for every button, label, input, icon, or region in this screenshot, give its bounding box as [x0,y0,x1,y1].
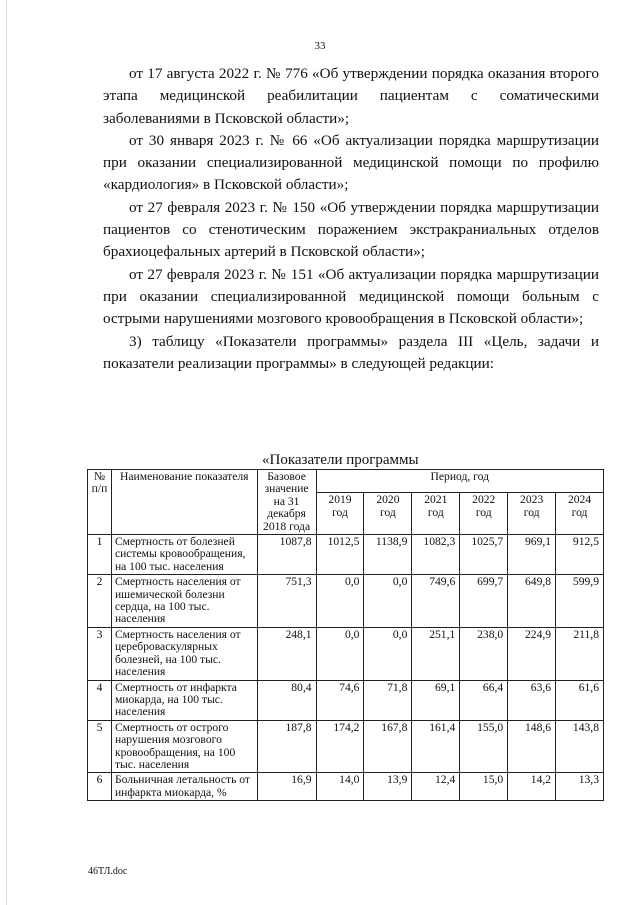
year-value: 14,0 [316,773,364,801]
year-value: 0,0 [364,627,412,680]
year-value: 167,8 [364,720,412,773]
year-value: 13,9 [364,773,412,801]
table-row [88,627,604,680]
indicator-name: Смертность от инфаркта миокарда, на 100 тыс. населения [111,680,257,720]
year-value: 174,2 [316,720,364,773]
table-row [88,773,604,801]
base-value: 187,8 [257,720,316,773]
year-value: 649,8 [508,575,556,628]
year-value: 0,0 [364,575,412,628]
table-row [88,720,604,773]
year-value: 61,6 [556,680,604,720]
header-year: 2020 год [364,493,412,535]
year-value: 699,7 [460,575,508,628]
header-num: № п/п [88,470,112,535]
base-value: 80,4 [257,680,316,720]
base-value: 1087,8 [257,535,316,575]
indicator-name: Больничная летальность от инфаркта миокарда, % [111,773,257,801]
year-value: 0,0 [316,575,364,628]
indicator-name: Смертность населения от цереброваскулярных болезней, на 100 тыс. населения [111,627,257,680]
row-number: 5 [88,720,112,773]
header-year: 2024 год [556,493,604,535]
row-number: 1 [88,535,112,575]
header-name: Наименование показателя [111,470,257,535]
year-value: 224,9 [508,627,556,680]
year-value: 155,0 [460,720,508,773]
base-value: 16,9 [257,773,316,801]
header-period: Период, год [316,470,603,493]
year-value: 161,4 [412,720,460,773]
footer-filename: 46ТЛ.doc [88,866,128,877]
year-value: 238,0 [460,627,508,680]
row-number: 4 [88,680,112,720]
indicator-name: Смертность от болезней системы кровообращения, на 100 тыс. населения [111,535,257,575]
header-year: 2021 год [412,493,460,535]
year-value: 63,6 [508,680,556,720]
paragraph: от 27 февраля 2023 г. № 150 «Об утверждении порядка маршрутизации пациентов со стенотическим поражением экстракраниальных отделов брахиоцефальных артерий в Псковской области»; [103,198,599,261]
table-row [88,680,604,720]
paragraph: от 27 февраля 2023 г. № 151 «Об актуализации порядка маршрутизации при оказании специализированной медицинской помощи больным с острыми нарушениями мозгового кровообращения в Псковской области»; [103,265,599,328]
paragraph: 3) таблицу «Показатели программы» раздела III «Цель, задачи и показатели реализации программы» в следующей редакции: [103,332,599,372]
year-value: 0,0 [316,627,364,680]
year-value: 15,0 [460,773,508,801]
paragraph: от 17 августа 2022 г. № 776 «Об утверждении порядка оказания второго этапа медицинской реабилитации пациентам с соматическими заболеваниями в Псковской области»; [103,65,599,127]
page-number: 33 [314,40,326,52]
base-value: 751,3 [257,575,316,628]
page-left-edge [6,0,7,905]
year-value: 69,1 [412,680,460,720]
row-number: 3 [88,627,112,680]
header-year: 2019 год [316,493,364,535]
row-number: 2 [88,575,112,628]
year-value: 1082,3 [412,535,460,575]
header-base: Базовое значение на 31 декабря 2018 года [257,470,316,535]
year-value: 599,9 [556,575,604,628]
year-value: 14,2 [508,773,556,801]
year-value: 13,3 [556,773,604,801]
document-body [103,63,599,375]
table-row [88,575,604,628]
year-value: 1012,5 [316,535,364,575]
header-year: 2022 год [460,493,508,535]
year-value: 12,4 [412,773,460,801]
year-value: 66,4 [460,680,508,720]
year-value: 74,6 [316,680,364,720]
row-number: 6 [88,773,112,801]
year-value: 1138,9 [364,535,412,575]
indicator-name: Смертность населения от ишемической болезни сердца, на 100 тыс. населения [111,575,257,628]
year-value: 1025,7 [460,535,508,575]
header-year: 2023 год [508,493,556,535]
indicators-table [87,469,604,801]
table-row [88,535,604,575]
year-value: 912,5 [556,535,604,575]
year-value: 969,1 [508,535,556,575]
year-value: 251,1 [412,627,460,680]
paragraph: от 30 января 2023 г. № 66 «Об актуализации порядка маршрутизации при оказании специализированной медицинской помощи по профилю «кардиология» в Псковской области»; [103,131,599,194]
year-value: 143,8 [556,720,604,773]
indicator-name: Смертность от острого нарушения мозгового кровообращения, на 100 тыс. населения [111,720,257,773]
year-value: 211,8 [556,627,604,680]
table-header-row [88,470,604,493]
year-value: 148,6 [508,720,556,773]
year-value: 749,6 [412,575,460,628]
table-title: «Показатели программы [262,452,419,468]
base-value: 248,1 [257,627,316,680]
year-value: 71,8 [364,680,412,720]
